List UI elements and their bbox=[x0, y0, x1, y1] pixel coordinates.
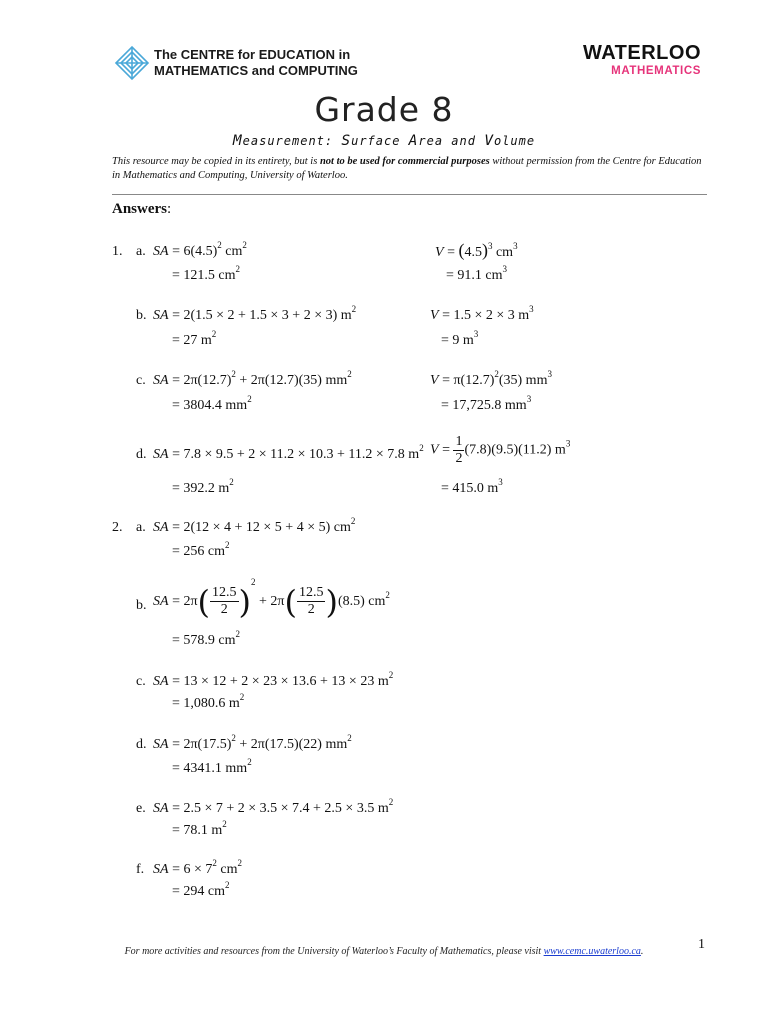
part-label: b. bbox=[136, 598, 147, 613]
part-label: a. bbox=[136, 244, 146, 259]
volume-result: = 415.0 $m^3$ bbox=[441, 477, 503, 496]
question-number: 2. bbox=[112, 520, 123, 535]
surface-area-line: SA = $2\pi(12.7)^2 + 2\pi(12.7)(35)$ $mm^2$ bbox=[153, 369, 352, 388]
org-name bbox=[154, 47, 358, 79]
cemc-website-link[interactable]: www.cemc.uwaterloo.ca bbox=[543, 946, 641, 957]
surface-area-line: SA = 2π( $\frac{12.5}{2}$ )$^2$ + 2π( $\frac{12.5}{2}$ )(8.5) $cm^2$ bbox=[153, 577, 390, 621]
fraction-12-5-over-2: $\frac{12.5}{2}$ bbox=[298, 585, 324, 618]
brand-line1: WATERLOO bbox=[582, 42, 701, 64]
footer: For more activities and resources from the University of Waterloo’s Faculty of Mathematics, please visit www.cemc.uwaterloo.ca. bbox=[124, 946, 644, 957]
page-title: Grade 8 bbox=[314, 90, 454, 129]
surface-area-line: SA = 2(12 × 4 + 12 × 5 + 4 × 5) $cm^2$ bbox=[153, 516, 356, 535]
part-label: e. bbox=[136, 801, 146, 816]
surface-area-result: = 3804.4 $mm^2$ bbox=[172, 394, 252, 413]
part-label: a. bbox=[136, 520, 146, 535]
surface-area-result: = 78.1 $m^2$ bbox=[172, 819, 227, 838]
volume-result: = 17,725.8 $mm^3$ bbox=[441, 394, 532, 413]
part-label: b. bbox=[136, 308, 147, 323]
brand-line2: MATHEMATICS bbox=[611, 65, 701, 77]
surface-area-result: = 294 $cm^2$ bbox=[172, 880, 230, 899]
copyright-notice: This resource may be copied in its entirety, but is not to be used for commercial purposes without permission from the Centre for Education in Mathematics and Computing, University of Waterloo. bbox=[112, 156, 702, 181]
part-label: d. bbox=[136, 447, 147, 462]
part-label: f. bbox=[136, 862, 145, 877]
surface-area-line: SA = 13 × 12 + 2 × 23 × 13.6 + 13 × 23 $m^2$ bbox=[153, 670, 394, 689]
answers-heading: Answers: bbox=[112, 201, 172, 217]
surface-area-line: SA = 2(1.5 × 2 + 1.5 × 3 + 2 × 3) $m^2$ bbox=[153, 304, 357, 323]
waterloo-mathematics-logo bbox=[583, 42, 701, 77]
volume-line: $V = (4.5)^3$ $cm^3$ bbox=[435, 240, 518, 260]
volume-line: V = 1.5 × 2 × 3 $m^3$ bbox=[430, 304, 534, 323]
page-subtitle: Measurement: Surface Area and Volume bbox=[232, 133, 536, 149]
surface-area-result: = 256 $cm^2$ bbox=[172, 540, 230, 559]
surface-area-result: = 392.2 $m^2$ bbox=[172, 477, 234, 496]
surface-area-line: SA = $6 \times 7^2$ $cm^2$ bbox=[153, 858, 242, 877]
part-label: c. bbox=[136, 373, 146, 388]
surface-area-line: SA = 7.8 × 9.5 + 2 × 11.2 × 10.3 + 11.2 × 7.8 $m^2$ bbox=[153, 443, 424, 462]
fraction-one-half: $\frac{1}{2}$ bbox=[455, 434, 463, 466]
surface-area-result: = 27 $m^2$ bbox=[172, 329, 217, 348]
volume-line: $V = \pi(12.7)^2(35)$ $mm^3$ bbox=[430, 369, 552, 388]
surface-area-result: = 4341.1 $mm^2$ bbox=[172, 757, 252, 776]
question-number: 1. bbox=[112, 244, 123, 259]
org-name-line2: MATHEMATICS and COMPUTING bbox=[154, 63, 358, 78]
volume-line: V = $\frac{1}{2}$ (7.8)(9.5)(11.2) $m^3$ bbox=[430, 434, 571, 466]
surface-area-result: = 578.9 $cm^2$ bbox=[172, 629, 240, 648]
volume-result: = 91.1 $cm^3$ bbox=[446, 264, 507, 283]
fraction-12-5-over-2: $\frac{12.5}{2}$ bbox=[212, 585, 237, 618]
page-number: 1 bbox=[698, 937, 705, 952]
part-label: c. bbox=[136, 674, 146, 689]
header-divider bbox=[112, 194, 707, 195]
surface-area-line: SA = 2.5 × 7 + 2 × 3.5 × 7.4 + 2.5 × 3.5 $m^2$ bbox=[153, 797, 394, 816]
volume-result: = 9 $m^3$ bbox=[441, 329, 479, 348]
surface-area-result: = 1,080.6 $m^2$ bbox=[172, 692, 245, 711]
surface-area-line: SA = $6(4.5)^2$ $cm^2$ bbox=[153, 240, 247, 259]
surface-area-line: SA = $2\pi(17.5)^2 + 2\pi(17.5)(22)$ $mm^2$ bbox=[153, 733, 352, 752]
part-label: d. bbox=[136, 737, 147, 752]
surface-area-result: = 121.5 $cm^2$ bbox=[172, 264, 240, 283]
org-name-line1: The CENTRE for EDUCATION in bbox=[154, 47, 351, 62]
cemc-logo-icon bbox=[112, 43, 152, 83]
